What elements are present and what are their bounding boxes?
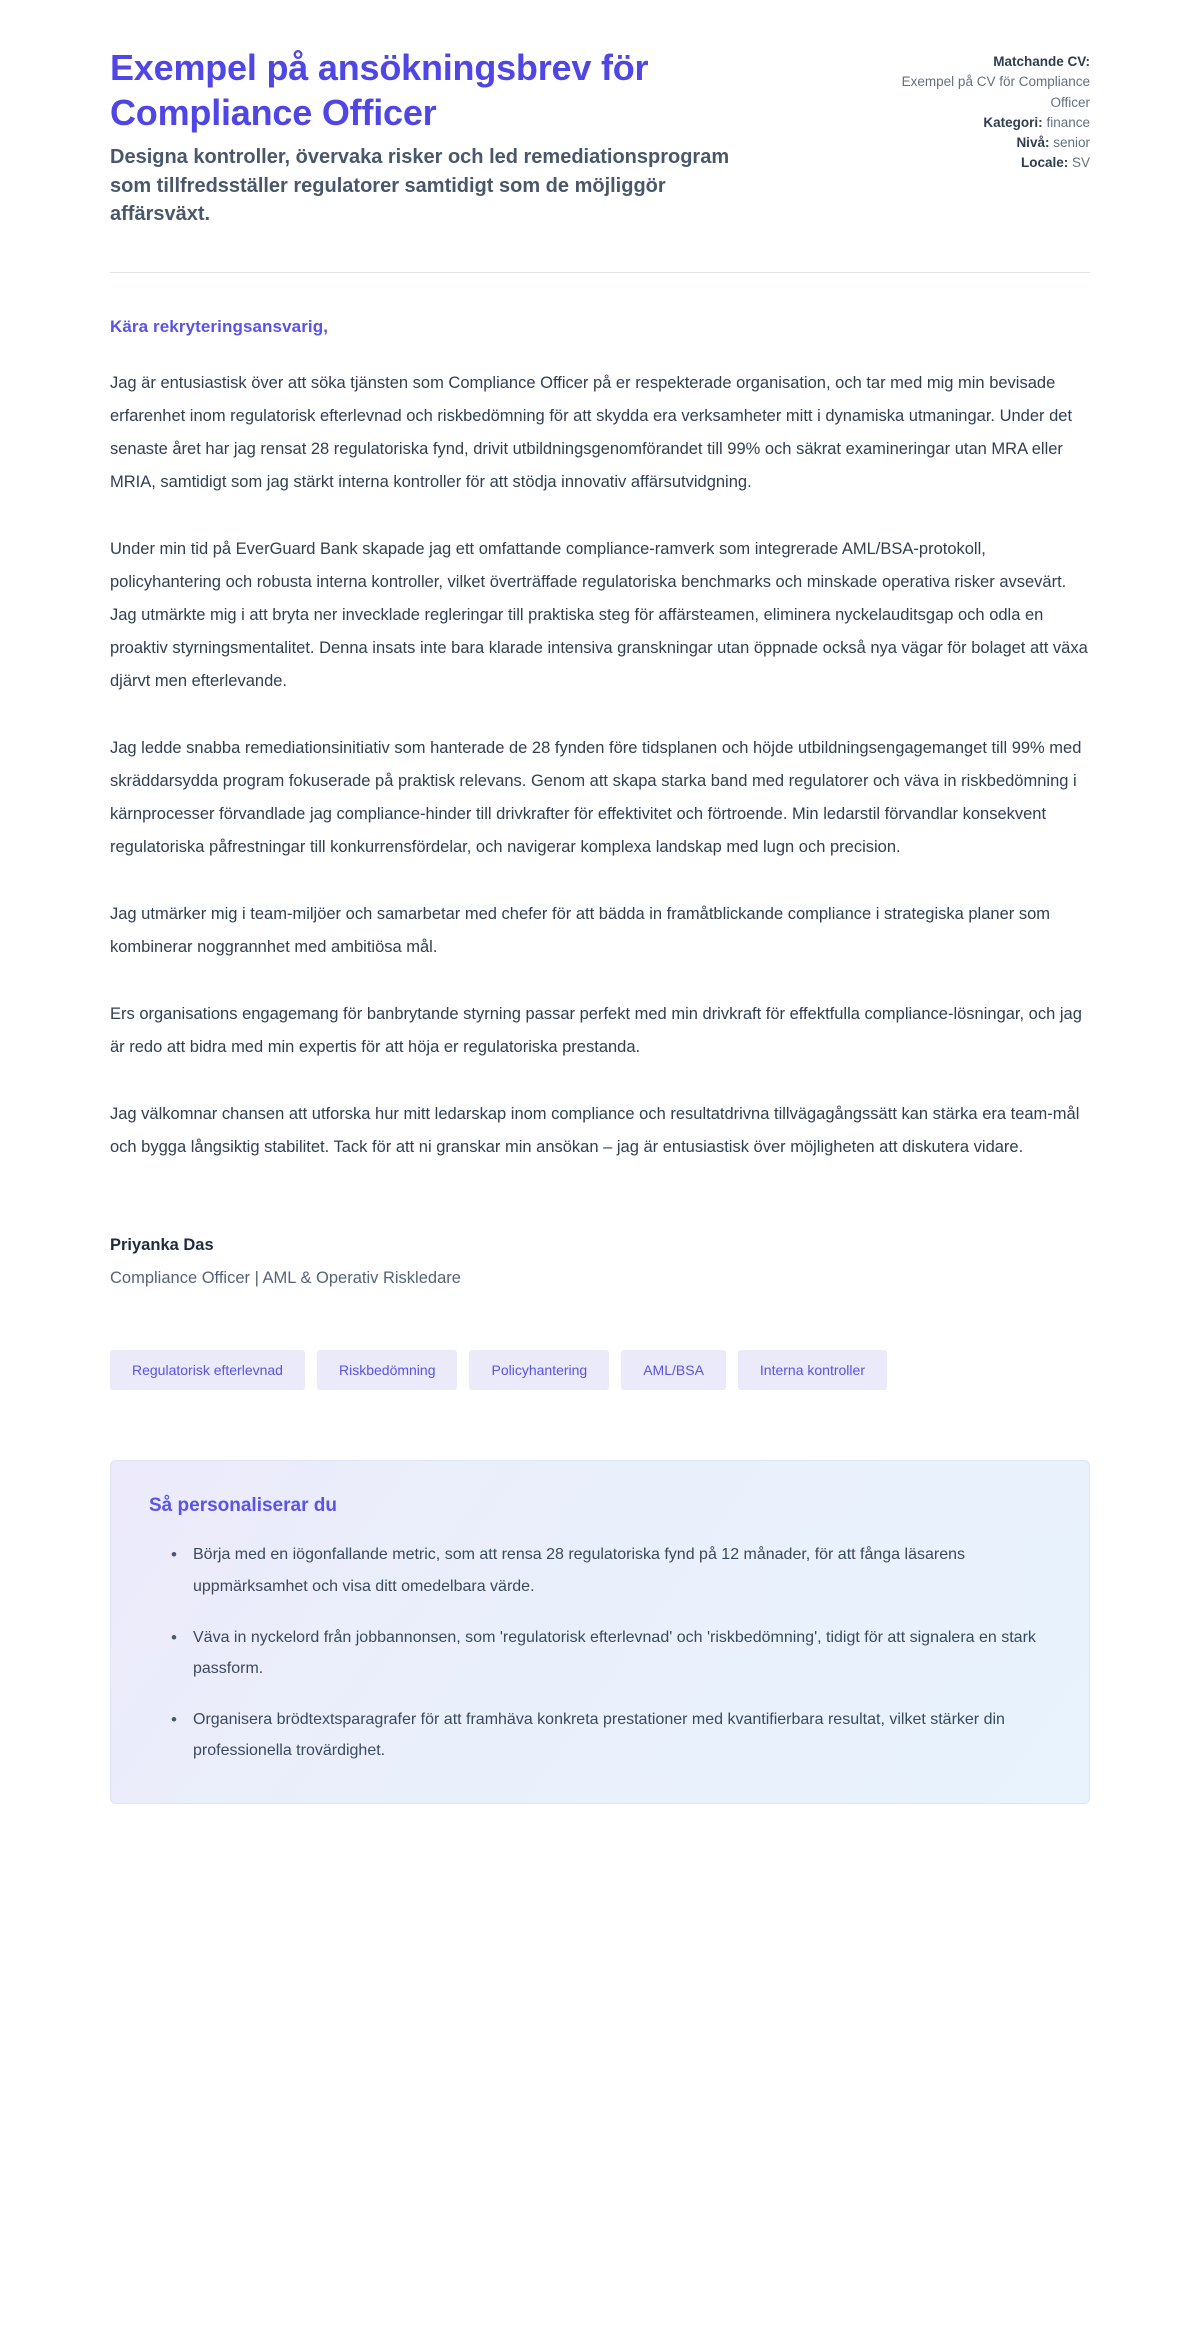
meta-locale-value: SV	[1071, 155, 1090, 171]
meta-locale-label: Locale:	[1020, 155, 1069, 171]
callout-title: Så personaliserar du	[149, 1495, 337, 1517]
signature-name: Priyanka Das	[110, 1236, 214, 1255]
letter-paragraph: Jag ledde snabba remediationsinitiativ som hanterade de 28 fynden före tidsplanen och höjde utbildningsengagemanget till 99% med skräddarsydda program fokuserade på praktisk relevans. Genom att skapa starka band med regulatorer och väva in riskbedömning i kärnprocesser förvandlade jag compliance-hinder till drivkrafter för effektivitet och förtroende. Min ledarstil förvandlar konsekvent regulatoriska påfrestningar till konkurrensfördelar, och navigerar komplexa landskap med lugn och precision.	[110, 739, 1082, 857]
callout-tip-list	[149, 1539, 1051, 1766]
signature-block	[110, 1236, 1090, 1288]
callout-tip-item: • Väva in nyckelord från jobbannonsen, som 'regulatorisk efterlevnad' och 'riskbedömning', tidigt för att signalera en stark passform.	[171, 1622, 1051, 1684]
signature-role: Compliance Officer | AML & Operativ Riskledare	[110, 1269, 461, 1288]
letter-paragraph: Jag välkomnar chansen att utforska hur mitt ledarskap inom compliance och resultatdrivna tillvägagångssätt kan stärka era team-mål och bygga långsiktig stabilitet. Tack för att ni granskar min ansökan – jag är entusiastisk över möjligheten att diskutera vidare.	[110, 1105, 1080, 1157]
letter-body	[110, 273, 1090, 1803]
header-text-block	[110, 46, 820, 228]
meta-level-value: senior	[1053, 135, 1090, 150]
skill-tag[interactable]: Interna kontroller	[738, 1350, 887, 1390]
letter-paragraph: Jag utmärker mig i team-miljöer och samarbetar med chefer för att bädda in framåtblickande compliance i strategiska planer som kombinerar noggrannhet med ambitiösa mål.	[110, 905, 1050, 957]
meta-matching-cv-value-row	[860, 72, 1090, 113]
meta-matching-cv-value: Exempel på CV för Compliance Officer	[901, 74, 1090, 110]
meta-category-value: finance	[1046, 114, 1090, 130]
callout-tip-item: • Börja med en iögonfallande metric, som att rensa 28 regulatoriska fynd på 12 månader, för att fånga läsarens uppmärksamhet och visa ditt omedelbara värde.	[171, 1539, 1051, 1601]
letter-paragraph: Jag är entusiastisk över att söka tjänsten som Compliance Officer på er respekterade organisation, och tar med mig min bevisade erfarenhet inom regulatorisk efterlevnad och riskbedömning för att skydda era verksamheter mitt i dynamiska utmaningar. Under det senaste året har jag rensat 28 regulatoriska fynd, drivit utbildningsgenomförandet till 99% och säkrat examineringar utan MRA eller MRIA, samtidigt som jag stärkt interna kontroller för att stödja innovativ affärsutvidgning.	[110, 374, 1073, 492]
skill-tag[interactable]: AML/BSA	[621, 1350, 726, 1390]
page-subtitle: Designa kontroller, övervaka risker och led remediationsprogram som tillfredsställer regulatorer samtidigt som de möjliggör affärsväxt.	[110, 146, 730, 226]
skill-tag[interactable]: Riskbedömning	[317, 1350, 458, 1390]
meta-level-label: Nivå:	[1016, 135, 1050, 150]
meta-level	[860, 133, 1090, 153]
meta-matching-cv	[860, 52, 1090, 72]
page-title: Exempel på ansökningsbrev för Compliance Officer	[110, 47, 649, 133]
skill-tag[interactable]: Policyhantering	[469, 1350, 609, 1390]
meta-category-label: Kategori:	[983, 114, 1043, 130]
meta-category	[860, 113, 1090, 133]
letter-paragraph: Under min tid på EverGuard Bank skapade jag ett omfattande compliance-ramverk som integrerade AML/BSA-protokoll, policyhantering och robusta interna kontroller, vilket överträffade regulatoriska benchmarks och minskade operativa risker avsevärt. Jag utmärkte mig i att bryta ner invecklade regleringar till praktiska steg för affärsteamen, eliminera nyckelauditsgap och odla en proaktiv styrningsmentalitet. Denna insats inte bara klarade intensiva granskningar utan öppnade också nya vägar för bolaget att växa djärvt men efterlevande.	[110, 540, 1088, 691]
skill-tag[interactable]: Regulatorisk efterlevnad	[110, 1350, 305, 1390]
letter-paragraph: Ers organisations engagemang för banbrytande styrning passar perfekt med min drivkraft för effektfulla compliance-lösningar, och jag är redo att bidra med min expertis för att höja er regulatoriska prestanda.	[110, 1005, 1082, 1057]
callout-tip-item: • Organisera brödtextsparagrafer för att framhäva konkreta prestationer med kvantifierbara resultat, vilket stärker din professionella trovärdighet.	[171, 1704, 1051, 1766]
document-metadata	[860, 46, 1090, 174]
salutation: Kära rekryteringsansvarig,	[110, 317, 329, 337]
page-header	[110, 46, 1090, 228]
meta-matching-cv-label: Matchande CV:	[993, 54, 1090, 69]
skill-tag-list	[110, 1350, 1090, 1390]
personalization-callout	[110, 1460, 1090, 1803]
meta-locale	[860, 153, 1090, 173]
